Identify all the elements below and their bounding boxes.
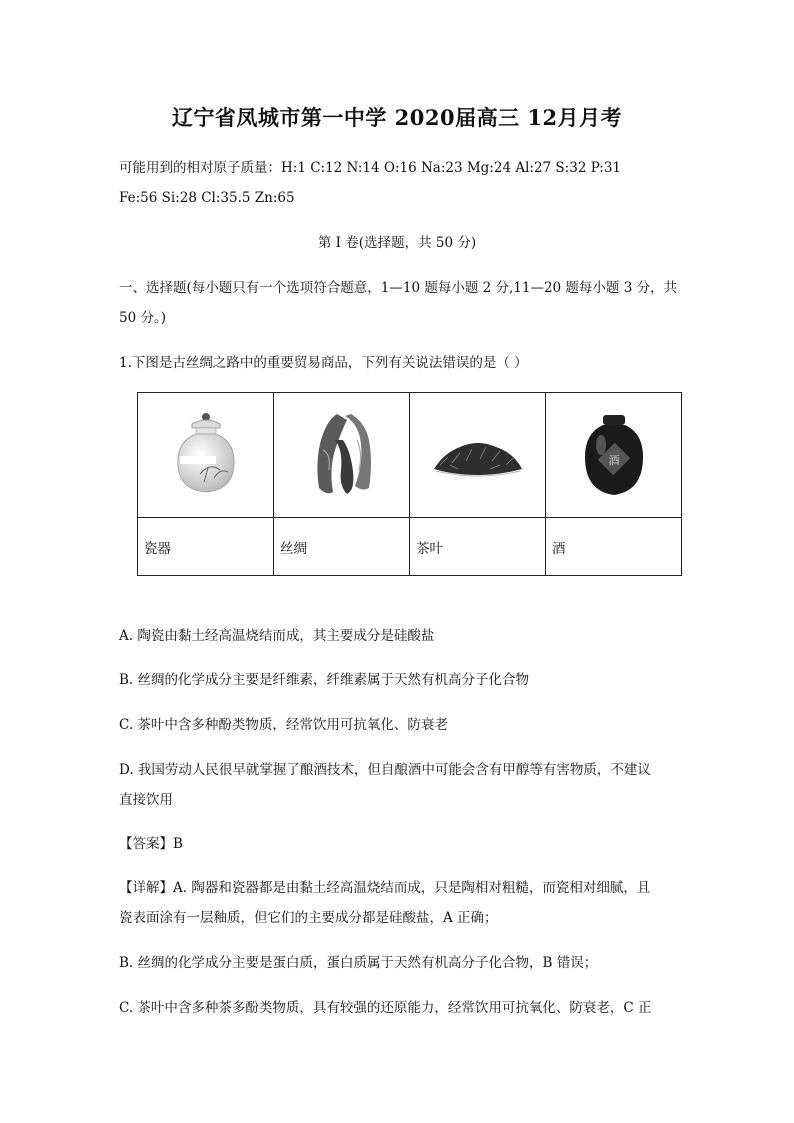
option-d-line-1: D. 我国劳动人民很早就掌握了酿酒技术，但自酿酒中可能会含有甲醇等有害物质，不建议	[119, 762, 651, 778]
wine-cell	[546, 393, 682, 518]
option-a: A. 陶瓷由黏土经高温烧结而成，其主要成分是硅酸盐	[119, 628, 435, 644]
exam-title: 辽宁省凤城市第一中学 2020届高三 12月月考	[171, 105, 623, 130]
tea-cell	[410, 393, 546, 518]
goods-label: 丝绸	[274, 518, 410, 576]
explanation-line-1: 【详解】A. 陶器和瓷器都是由黏土经高温烧结而成，只是陶相对粗糙，而瓷相对细腻，且	[119, 880, 651, 896]
porcelain-jar-icon	[170, 412, 242, 498]
goods-label: 酒	[546, 518, 682, 576]
option-b: B. 丝绸的化学成分主要是纤维素，纤维素属于天然有机高分子化合物	[119, 672, 530, 688]
svg-text:酒: 酒	[608, 454, 619, 467]
silk-cell	[274, 393, 410, 518]
section-header: 第 I 卷(选择题，共 50 分)	[317, 235, 477, 251]
answer: 【答案】B	[119, 836, 183, 852]
goods-label: 瓷器	[138, 518, 274, 576]
instructions-line-1: 一、选择题(每小题只有一个选项符合题意，1—10 题每小题 2 分,11—20 题每小题 3 分，共	[119, 280, 678, 296]
explanation-line-2: 瓷表面涂有一层釉质，但它们的主要成分都是硅酸盐，A 正确；	[119, 910, 498, 926]
question-1-stem: 1.下图是古丝绸之路中的重要贸易商品，下列有关说法错误的是（ ）	[119, 355, 528, 371]
explanation-line-3: B. 丝绸的化学成分主要是蛋白质，蛋白质属于天然有机高分子化合物，B 错误；	[119, 955, 598, 971]
option-c: C. 茶叶中含多种酚类物质，经常饮用可抗氧化、防衰老	[119, 717, 448, 733]
option-d-line-2: 直接饮用	[119, 792, 173, 808]
goods-label-row	[138, 518, 682, 576]
wine-jar-icon	[581, 411, 647, 499]
goods-label: 茶叶	[410, 518, 546, 576]
trade-goods-table	[137, 392, 682, 576]
atomic-masses-line-2: Fe:56 Si:28 Cl:35.5 Zn:65	[119, 190, 295, 206]
instructions-line-2: 50 分。)	[119, 310, 166, 326]
porcelain-cell	[138, 393, 274, 518]
tea-leaves-icon	[430, 425, 526, 485]
explanation-line-4: C. 茶叶中含多种茶多酚类物质，具有较强的还原能力，经常饮用可抗氧化、防衰老，C 正	[119, 1000, 652, 1016]
atomic-masses-line-1: 可能用到的相对原子质量：H:1 C:12 N:14 O:16 Na:23 Mg:24 Al:27 S:32 P:31	[119, 160, 622, 176]
goods-image-row	[138, 393, 682, 518]
silk-scarf-icon	[307, 410, 377, 500]
